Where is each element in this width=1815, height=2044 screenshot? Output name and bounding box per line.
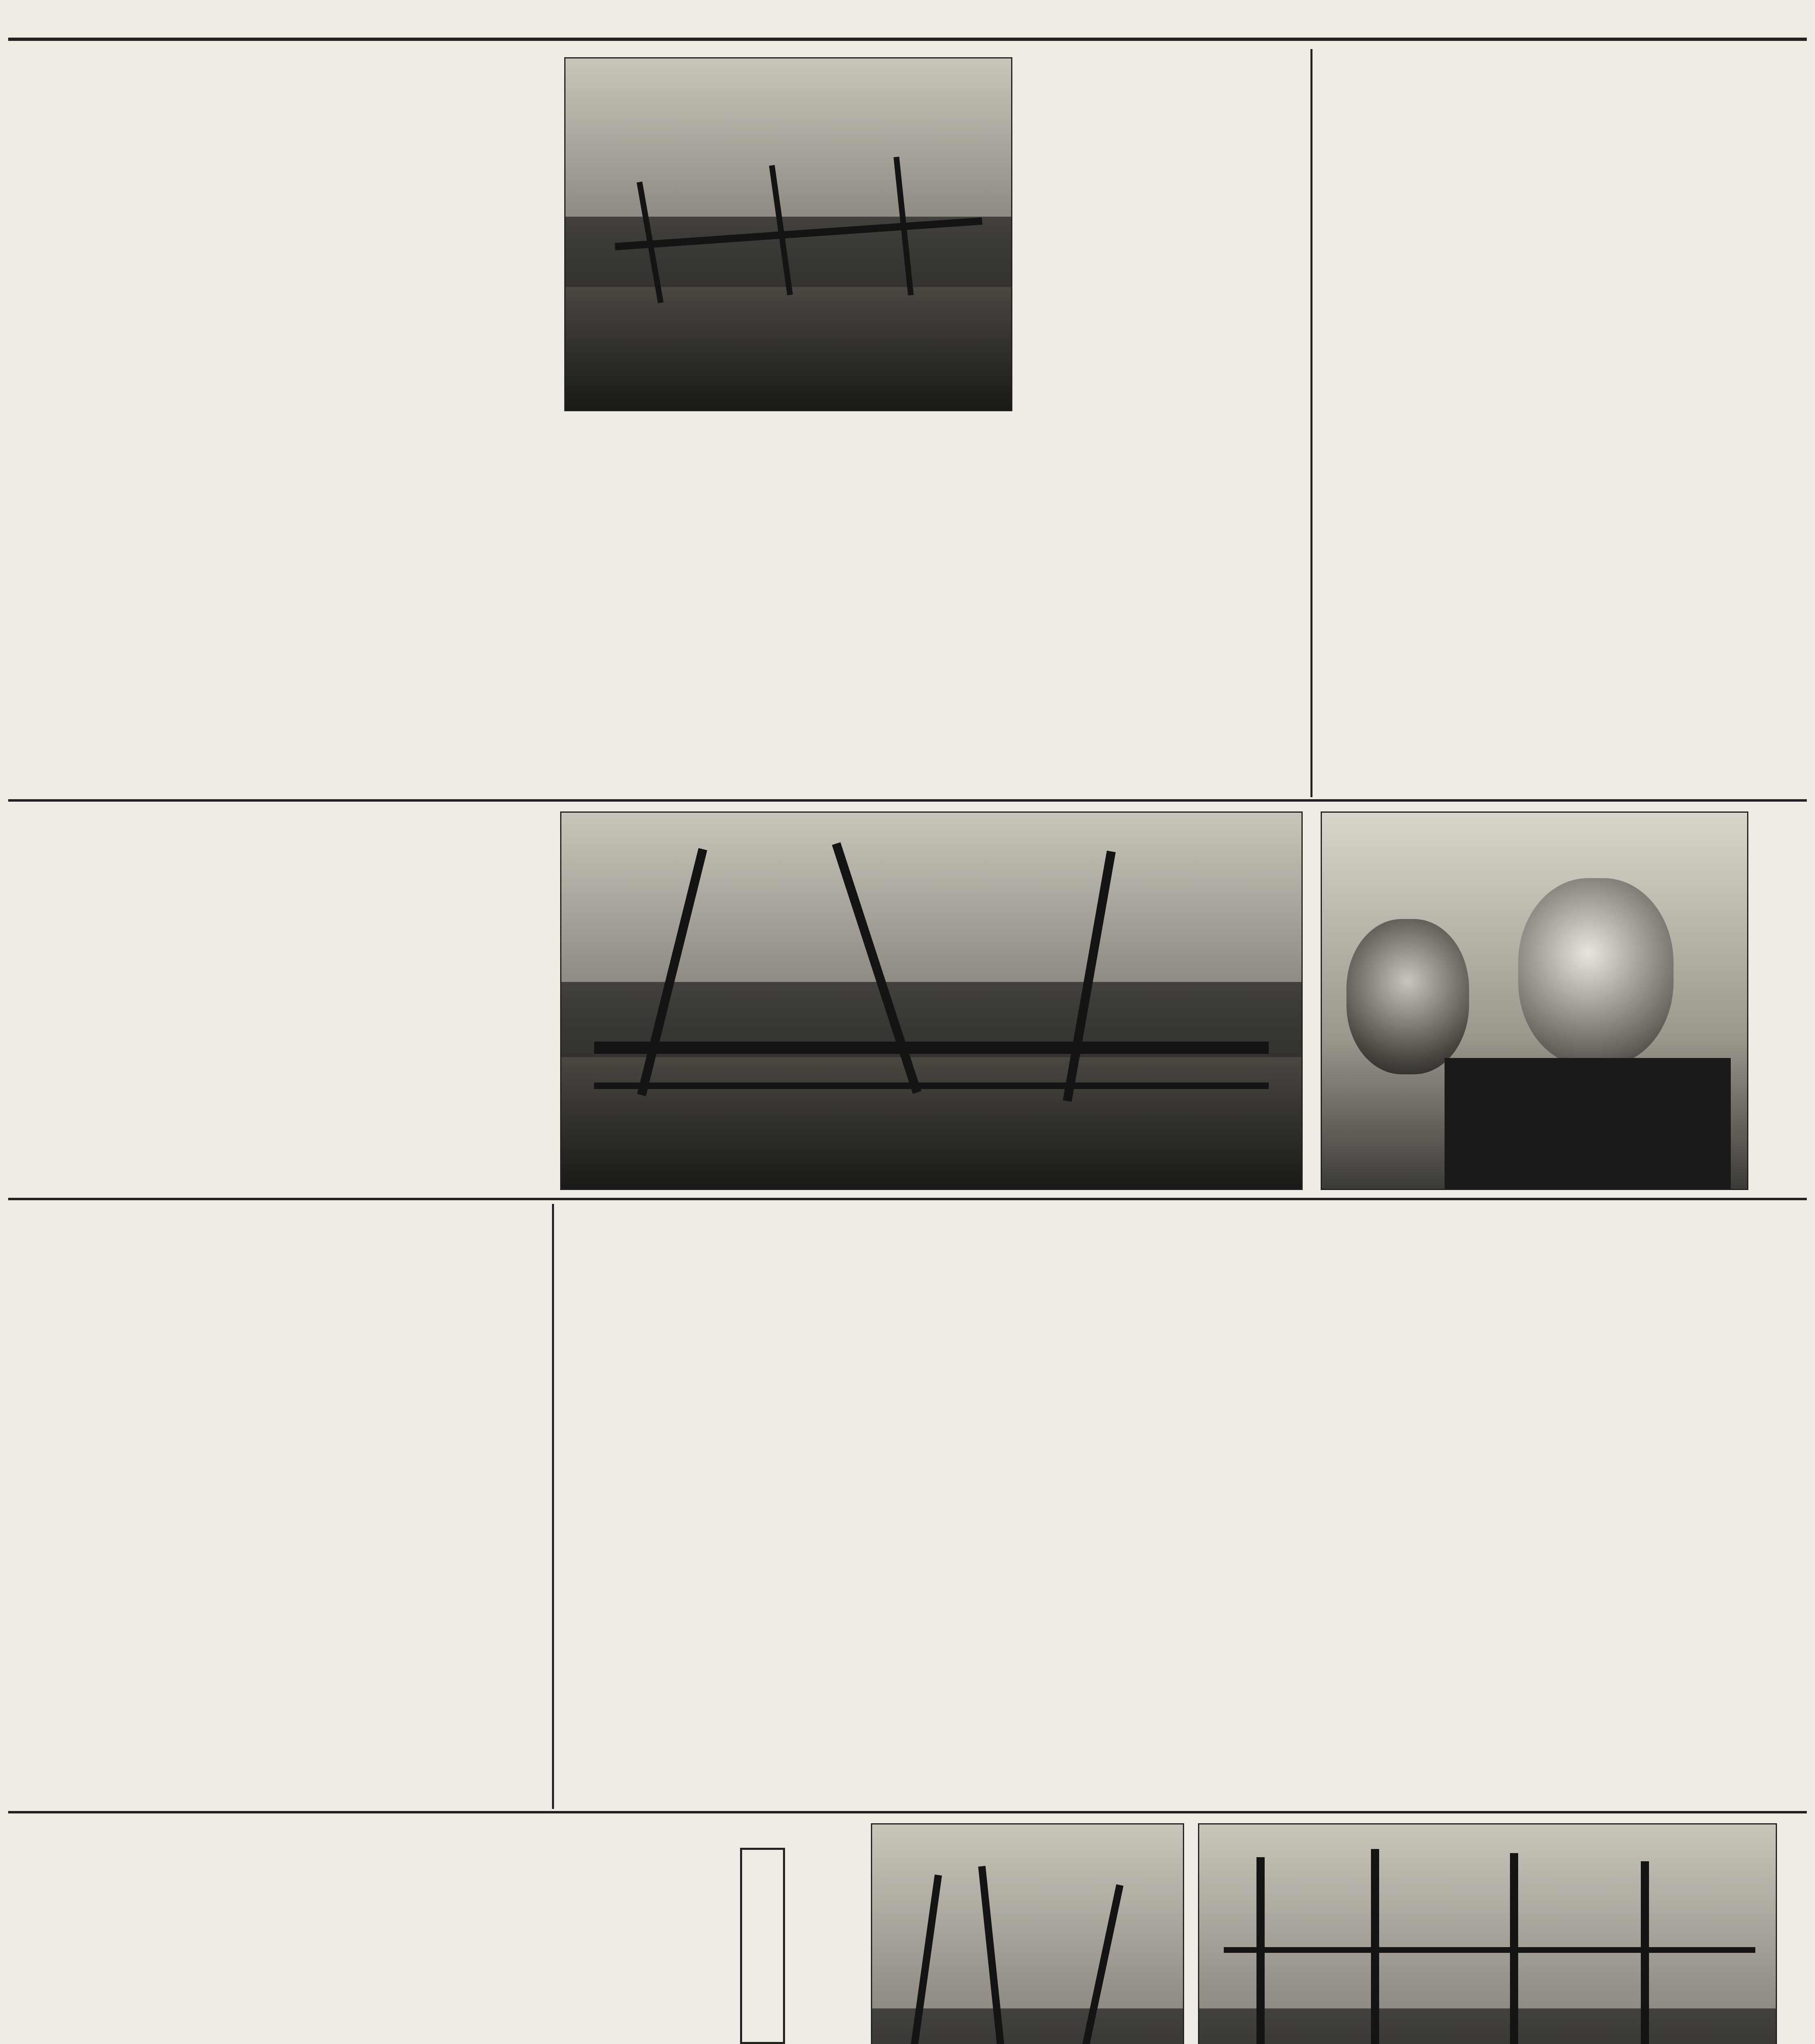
steel-story-body: [12, 401, 556, 793]
lamp-story-continued: [16, 811, 487, 1188]
photo-cranes-caption: [495, 814, 552, 1181]
lamp-story-body: [16, 61, 151, 397]
masthead: [0, 0, 1815, 38]
photo-portrait-caption: [1758, 814, 1807, 1181]
econ-brief-body: [560, 1823, 732, 2044]
second-band-rule: [8, 1198, 1807, 1200]
photo-scaffold: [1198, 1823, 1777, 2044]
lead-divider: [1310, 49, 1312, 797]
northeast-story-body: [16, 1210, 442, 1799]
photo-scaffold-caption: [1779, 1823, 1811, 2044]
photo-cranes: [560, 811, 1303, 1190]
top-band-rule: [8, 799, 1807, 802]
steel-story-lower: [16, 1823, 548, 2044]
photo-rebar: [871, 1823, 1184, 2044]
feature-story-continued: [560, 1210, 1807, 1799]
feature-story-body: [810, 417, 1161, 793]
feature-story-body-upper: [1022, 53, 1178, 405]
photo-rebar-caption: [793, 1823, 863, 2044]
masthead-rule: [8, 38, 1807, 41]
lead-story-body: [1321, 61, 1730, 793]
photo-embankment-caption: [409, 61, 556, 405]
econ-brief-box: [740, 1848, 785, 2044]
third-band-divider: [552, 1204, 554, 1809]
econ-brief-label: [742, 1850, 745, 1869]
photo-portrait: [1321, 811, 1748, 1190]
photo-embankment: [564, 57, 1012, 411]
third-band-rule: [8, 1811, 1807, 1813]
